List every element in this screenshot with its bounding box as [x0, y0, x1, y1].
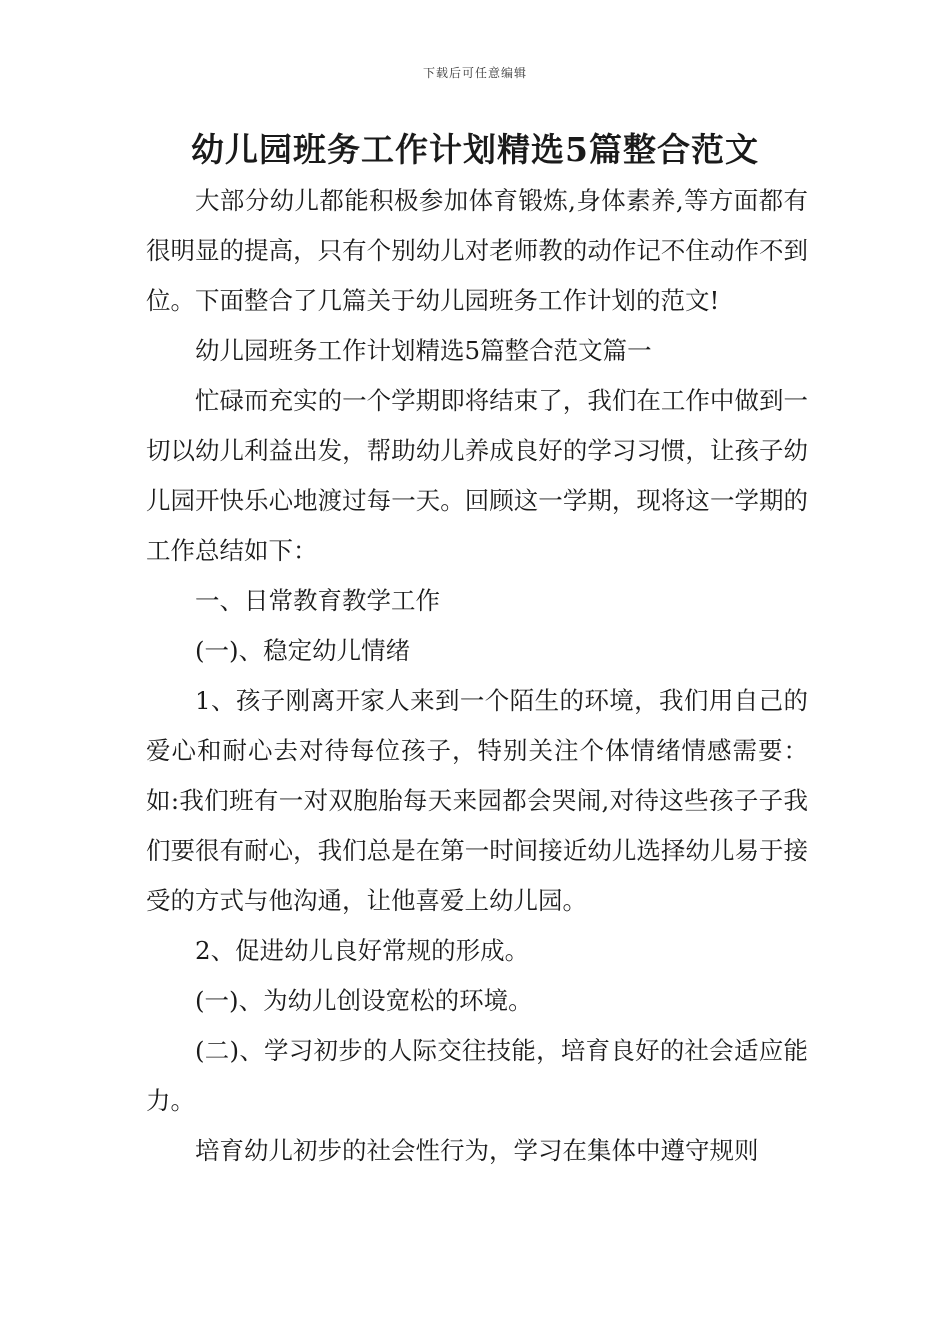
header-note: 下载后可任意编辑 [422, 66, 527, 80]
paragraph-intro: 大部分幼儿都能积极参加体育锻炼,身体素养,等方面都有很明显的提高，只有个别幼儿对老师教的动作记不住动作不到位。下面整合了几篇关于幼儿园班务工作计划的范文! [146, 186, 808, 315]
document-title: 幼儿园班务工作计划精选5篇整合范文 [191, 130, 759, 169]
paragraph-item-2: 2、促进幼儿良好常规的形成。 [195, 936, 530, 965]
paragraph-subitem-2: (二)、学习初步的人际交往技能，培育良好的社会适应能力。 [146, 1036, 808, 1115]
document-body [146, 176, 808, 1176]
paragraph-social-behavior: 培育幼儿初步的社会性行为，学习在集体中遵守规则 [195, 1136, 759, 1165]
paragraph-item-1: 1、孩子刚离开家人来到一个陌生的环境，我们用自己的爱心和耐心去对待每位孩子，特别关注个体情绪情感需要：如:我们班有一对双胞胎每天来园都会哭闹,对待这些孩子子我们要很有耐心，我们总是在第一时间接近幼儿选择幼儿易于接受的方式与他沟通，让他喜爱上幼儿园。 [146, 686, 808, 915]
paragraph-section-heading: 幼儿园班务工作计划精选5篇整合范文篇一 [195, 336, 652, 365]
paragraph-summary: 忙碌而充实的一个学期即将结束了，我们在工作中做到一切以幼儿利益出发，帮助幼儿养成良好的学习习惯，让孩子幼儿园开快乐心地渡过每一天。回顾这一学期，现将这一学期的工作总结如下： [146, 386, 808, 565]
paragraph-subitem-1: (一)、为幼儿创设宽松的环境。 [195, 986, 533, 1015]
paragraph-heading-daily-work: 一、日常教育教学工作 [195, 586, 440, 615]
paragraph-subheading-emotions: (一)、稳定幼儿情绪 [195, 636, 411, 665]
